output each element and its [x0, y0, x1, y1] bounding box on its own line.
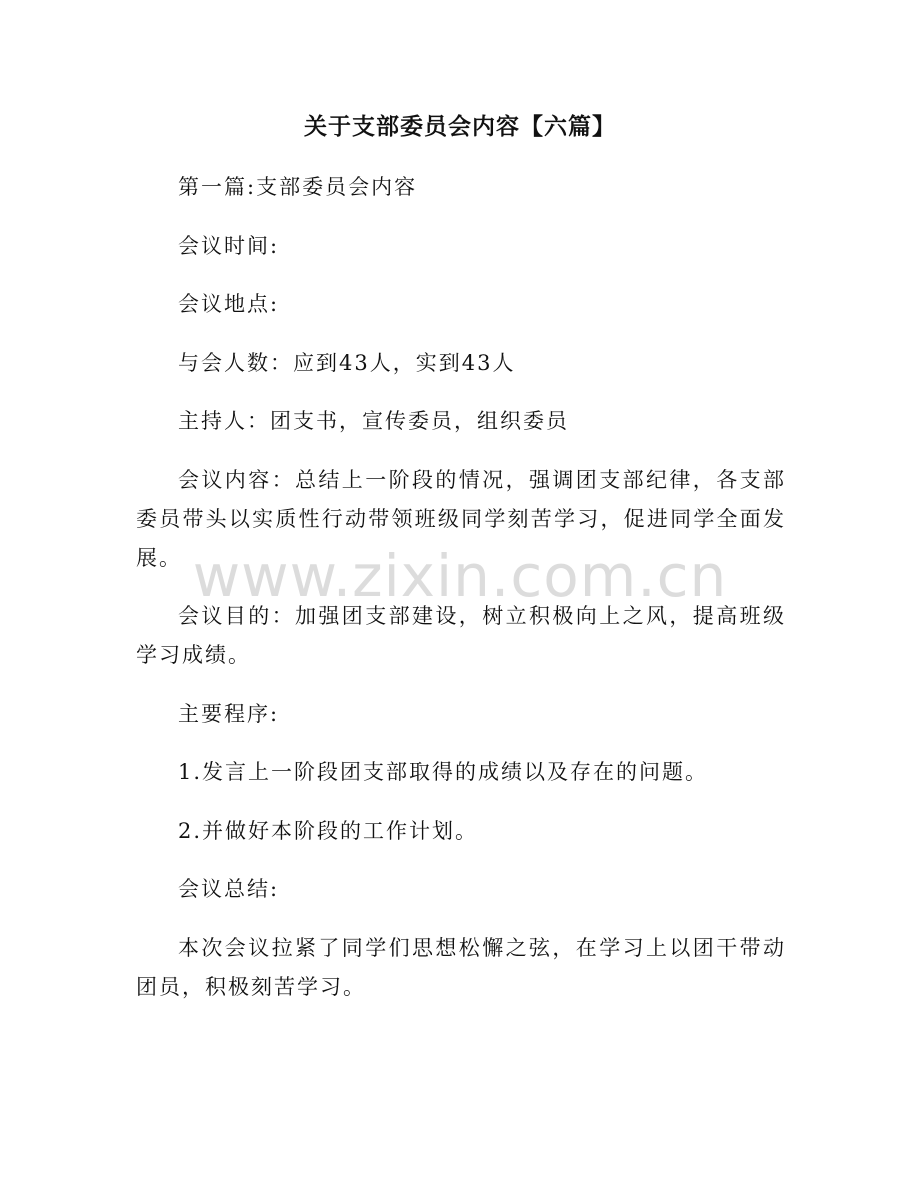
meeting-location: 会议地点: — [178, 292, 280, 316]
summary-text: 本次会议拉紧了同学们思想松懈之弦，在学习上以团干带动团员，积极刻苦学习。 — [136, 935, 786, 999]
meeting-time: 会议时间: — [178, 233, 280, 258]
host: 主持人：团支书，宣传委员，组织委员 — [178, 409, 569, 433]
summary-heading: 会议总结: — [178, 877, 280, 901]
meeting-purpose: 会议目的：加强团支部建设，树立积极向上之风，提高班级学习成绩。 — [136, 604, 786, 667]
section-heading: 第一篇:支部委员会内容 — [178, 175, 418, 199]
meeting-content: 会议内容：总结上一阶段的情况，强调团支部纪律，各支部委员带头以实质性行动带领班级同学刻苦学习，促进同学全面发展。 — [136, 467, 786, 570]
procedure-item: 2.并做好本阶段的工作计划。 — [178, 818, 479, 843]
procedure-item: 1.发言上一阶段团支部取得的成绩以及存在的问题。 — [178, 760, 709, 784]
document-title: 关于支部委员会内容【六篇】 — [304, 113, 616, 140]
watermark: www.zixin.com.cn — [192, 542, 728, 610]
attendance: 与会人数：应到43人，实到43人 — [178, 350, 516, 375]
document-body — [136, 168, 786, 1026]
main-procedure-heading: 主要程序: — [178, 701, 280, 726]
